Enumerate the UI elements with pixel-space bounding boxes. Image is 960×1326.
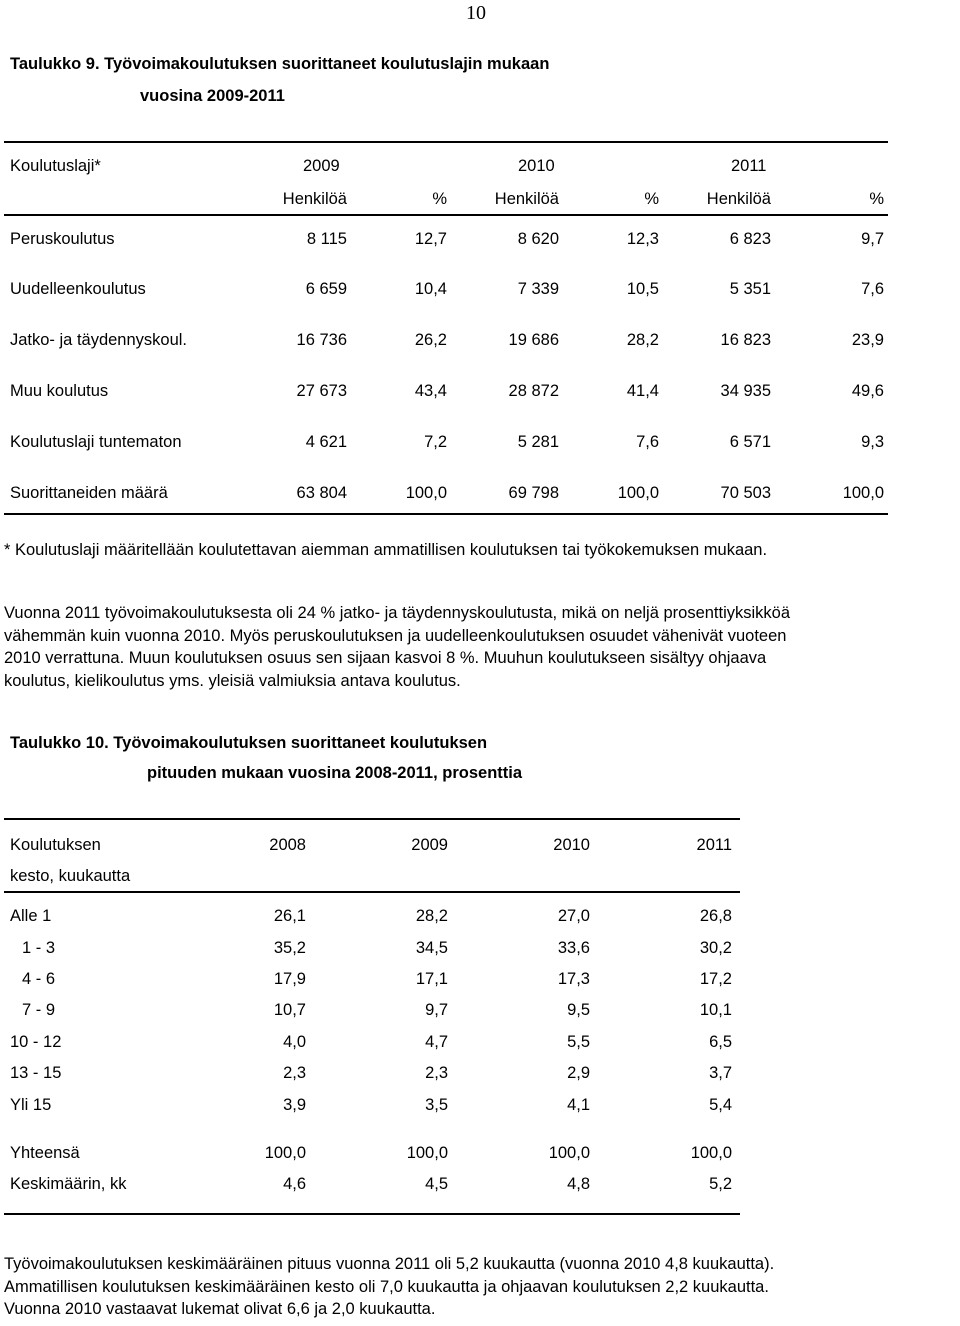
paragraph-line: 2010 verrattuna. Muun koulutuksen osuus sen sijaan kasvoi 8 %. Muuhun koulutukseen sisältyy ohjaava [4,649,767,667]
table9-cell: 7,2 [424,433,447,451]
table9-cell: 10,4 [414,280,447,298]
table10-bottom-rule [4,1213,740,1215]
table9-cell: 100,0 [617,484,659,502]
table9-bottom-rule [4,513,888,515]
table10-cell: 4,5 [425,1175,448,1193]
table10-cell: 4,8 [567,1175,590,1193]
table10-cell: 2,9 [567,1064,590,1082]
table9-cell: 4 621 [305,433,347,451]
table10-cell: 2,3 [283,1064,306,1082]
table9-year-2011: 2011 [731,157,767,175]
table9-cell: 6 823 [729,230,771,248]
table10-row-label: 7 - 9 [22,1001,56,1019]
table10-cell: 3,7 [709,1064,732,1082]
table9-subheader: % [432,190,447,208]
table9-cell: 9,7 [861,230,884,248]
table9-subheader: Henkilöä [706,190,771,208]
page-number: 10 [466,2,486,24]
table9-row-label: Uudelleenkoulutus [10,280,146,298]
table10-row-label: 4 - 6 [22,970,56,988]
table9-header-rule [4,214,888,216]
table9-cell: 5 351 [729,280,771,298]
paragraph-line: Vuonna 2010 vastaavat lukemat olivat 6,6 ja 2,0 kuukautta. [4,1300,436,1318]
paragraph-line: Työvoimakoulutuksen keskimääräinen pituus vuonna 2011 oli 5,2 kuukautta (vuonna 2010 4,8 kuukautta). [4,1255,775,1273]
table9-head-label: Koulutuslaji* [10,157,101,175]
table9-row-label: Muu koulutus [10,382,109,400]
table10-cell: 4,1 [567,1096,590,1114]
table9-top-rule [4,141,888,143]
paragraph-line: Ammatillisen koulutuksen keskimääräinen kesto oli 7,0 kuukautta ja ohjaavan koulutuksen 2,2 kuukautta. [4,1277,769,1296]
table10-cell: 10,7 [273,1001,306,1019]
table9-year-2010: 2010 [518,157,555,175]
table9-cell: 10,5 [626,280,659,298]
table10-cell: 28,2 [415,907,448,925]
table10-cell: 3,9 [283,1096,306,1114]
table10-cell: 17,9 [273,970,306,988]
table10-cell: 35,2 [273,939,306,957]
table10-year: 2010 [553,836,590,854]
table9-footnote: * Koulutuslaji määritellään koulutettavan aiemman ammatillisen koulutuksen tai työkokemuksen mukaan. [4,541,768,559]
table10-cell: 6,5 [709,1033,732,1051]
table9-cell: 28,2 [626,331,659,349]
table9-subheader: Henkilöä [282,190,347,208]
table10-row-label: 10 - 12 [10,1033,62,1051]
table10-cell: 26,8 [699,907,732,925]
paragraph-line: koulutus, kielikoulutus yms. yleisiä valmiuksia antava koulutus. [4,671,461,690]
table9-cell: 6 659 [305,280,347,298]
table10-header-rule [4,891,740,893]
table9-cell: 7,6 [861,280,884,298]
table9-cell: 9,3 [861,433,884,451]
table10-cell: 33,6 [557,939,590,957]
paragraph-line: Vuonna 2011 työvoimakoulutuksesta oli 24 % jatko- ja täydennyskoulutusta, mikä on neljä prosenttiyksikköä [4,604,791,622]
table10-row-label: Keskimäärin, kk [10,1175,127,1193]
table10-cell: 17,2 [699,970,732,988]
table10-year: 2008 [269,836,306,854]
table9-cell: 49,6 [851,382,884,400]
table10-cell: 100,0 [690,1144,732,1162]
table10-row-label: Alle 1 [10,907,52,925]
table10-cell: 5,2 [709,1175,732,1193]
table9-cell: 27 673 [296,382,347,400]
table10-cell: 17,1 [415,970,448,988]
table9-cell: 70 503 [720,484,771,502]
table10-head-label: Koulutuksen [10,836,101,854]
table9-cell: 8 115 [306,230,347,248]
table10-cell: 100,0 [548,1144,590,1162]
table10-year: 2011 [696,836,732,854]
table10-cell: 5,4 [709,1096,732,1114]
table9-row-label: Suorittaneiden määrä [10,484,168,502]
table9-cell: 12,7 [414,230,447,248]
table9-cell: 6 571 [729,433,771,451]
table9-cell: 63 804 [296,484,347,502]
table9-cell: 34 935 [720,382,771,400]
table9-cell: 43,4 [414,382,447,400]
table9-cell: 100,0 [405,484,447,502]
table9-cell: 100,0 [842,484,884,502]
table10-cell: 30,2 [699,939,732,957]
table9-subheader: Henkilöä [494,190,559,208]
table10-cell: 26,1 [273,907,306,925]
table9-cell: 5 281 [517,433,559,451]
table9-cell: 16 823 [720,331,771,349]
table9-cell: 12,3 [626,230,659,248]
paragraph-2 [4,1253,774,1321]
paragraph-line: vähemmän kuin vuonna 2010. Myös peruskoulutuksen ja uudelleenkoulutuksen osuudet vähenivät vuoteen [4,626,787,645]
table10-row-label: 13 - 15 [10,1064,62,1082]
table10-cell: 9,5 [567,1001,590,1019]
table9-cell: 7,6 [636,433,659,451]
table9-cell: 19 686 [508,331,559,349]
table9-cell: 69 798 [508,484,559,502]
table9-year-2009: 2009 [303,157,340,175]
table9-title: Taulukko 9. Työvoimakoulutuksen suorittaneet koulutuslajin mukaan [10,55,550,73]
table10-cell: 5,5 [567,1033,590,1051]
table10-cell: 10,1 [699,1001,732,1019]
table9-cell: 28 872 [508,382,559,400]
table10-top-rule [4,818,740,820]
table10-cell: 27,0 [557,907,590,925]
table10-row-label: Yhteensä [10,1144,80,1162]
table10-cell: 2,3 [425,1064,448,1082]
table9-row-label: Jatko- ja täydennyskoul. [10,331,188,349]
table10-row-label: Yli 15 [10,1096,52,1114]
table10-cell: 100,0 [264,1144,306,1162]
table10-cell: 100,0 [406,1144,448,1162]
table9-cell: 23,9 [851,331,884,349]
table10-head-label-2: kesto, kuukautta [10,867,131,885]
table10-row-label: 1 - 3 [22,939,56,957]
table9-subheader: % [644,190,659,208]
table10-cell: 3,5 [425,1096,448,1114]
table9-title-line2: vuosina 2009-2011 [140,87,285,105]
table9-cell: 26,2 [414,331,447,349]
table10-title: Taulukko 10. Työvoimakoulutuksen suorittaneet koulutuksen [10,734,488,752]
table10-cell: 4,0 [283,1033,306,1051]
paragraph-1 [4,602,790,692]
table9-cell: 8 620 [517,230,559,248]
table10-cell: 4,7 [425,1033,448,1051]
table10-title-line2: pituuden mukaan vuosina 2008-2011, prosenttia [147,764,523,782]
table10-year: 2009 [411,836,448,854]
table10-cell: 4,6 [283,1175,306,1193]
table10-cell: 34,5 [415,939,448,957]
table10-cell: 17,3 [557,970,590,988]
table9-cell: 41,4 [626,382,659,400]
table9-row-label: Peruskoulutus [10,230,115,248]
table9-cell: 16 736 [296,331,347,349]
table9-cell: 7 339 [517,280,559,298]
table9-subheader: % [869,190,884,208]
table9-row-label: Koulutuslaji tuntematon [10,433,182,451]
table10-cell: 9,7 [425,1001,448,1019]
